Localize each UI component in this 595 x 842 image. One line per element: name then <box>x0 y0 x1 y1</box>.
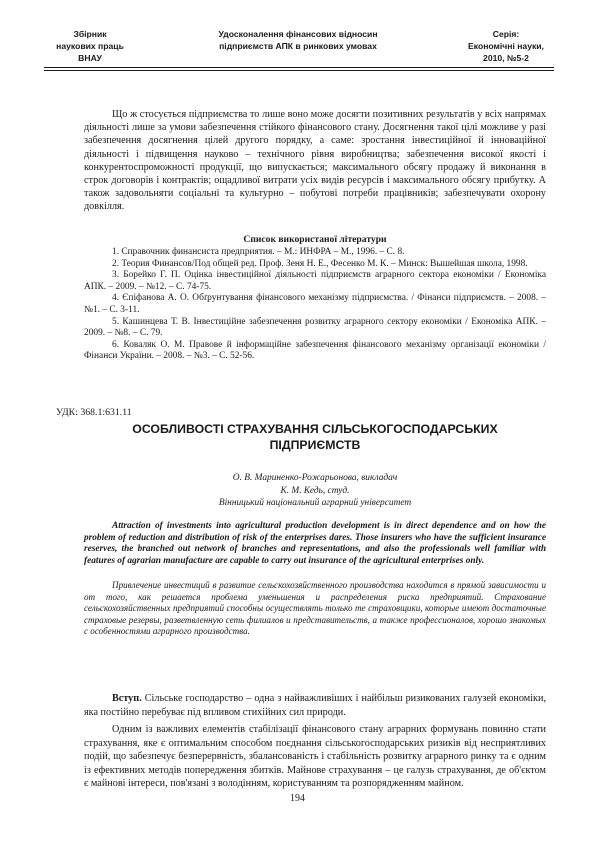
reference-item: 5. Кашинцева Т. В. Інвестиційне забезпечення розвитку аграрного сектору економіки / Економіка АПК. – 2009. – №8. – С. 79. <box>84 316 546 339</box>
intro-paragraph: Що ж стосується підприємства то лише воно може досягти позитивних результатів у всіх напрямах діяльності лише за умови забезпечення стійкого фінансового стану. Досягнення такої цілі можливе у разі забезпечення досягнення цілей другого порядку, а саме: зростання інвестиційної й інноваційної діяльності і підвищення науково – технічного рівня виробництва; забезпечення високої якості і конкурентоспроможності продукції, що випускається; максимального обсягу продажу й виконання в строк договорів і контрактів; ощадливої витрати усіх видів ресурсів і максимального обсягу прибутку. А також задовольняти соціальні та культурно – побутові потреби працівників; забезпечувати охорону довкілля. <box>84 109 546 213</box>
header-rule-thick <box>44 67 554 68</box>
reference-item: 6. Коваляк О. М. Правове й інформаційне забезпечення фінансового механізму організації економіки / Фінанси України. – 2008. – №3. – С. 52-56. <box>84 339 546 362</box>
reference-item: 1. Справочник финансиста предприятия. – М.: ИНФРА – М., 1996. – С. 8. <box>112 247 405 257</box>
references-title: Список використаної літератури <box>243 234 387 245</box>
affiliation: Вінницький національний аграрний університет <box>218 498 412 508</box>
abstract-english: Attraction of investments into agricultural production development is in direct dependence and on how the problem of reduction and distribution of risk of the enterprises dares. Those insurers who have the sufficient insurance reserves, the branched out network of branches and representations, and also the professionals well familiar with features of agrarian manufacture are capable to carry out insurance of the agricultural enterprises only. <box>84 521 546 567</box>
journal-name: Збірник наукових праць ВНАУ <box>56 29 124 63</box>
article-title: ОСОБЛИВОСТІ СТРАХУВАННЯ СІЛЬСЬКОГОСПОДАРСЬКИХ ПІДПРИЄМСТВ <box>132 422 498 452</box>
body-paragraph-2: Одним із важливих елементів стабілізації фінансового стану аграрних формувань повинно стати страхування, яке є оптимальним способом поєднання сільськогосподарських ризиків від несприятливих подій, що забезпечує безперервність, збалансованість і стабільність розвитку аграрного ринку та є одним із ефективних методів попередження збитків. Майнове страхування – це галузь страхування, де об'єктом є майнові інтереси, пов'язані з володінням, користуванням та розпорядженням майном. <box>84 724 546 789</box>
reference-item: 4. Єпіфанова А. О. Обґрунтування фінансового механізму підприємства. / Фінанси підприємств. – 2008. – №1. – С. 3-11. <box>84 293 546 315</box>
reference-item: 2. Теория Финансов/Под общей ред. Проф. Зеня Н. Е., Фесенко М. К. – Минск: Вышейшая школа, 1998. <box>112 258 528 269</box>
author-1: О. В. Мариненко-Рожарьонова, викладач <box>232 473 398 483</box>
article-body <box>84 692 546 795</box>
page-number: 194 <box>290 793 305 804</box>
references-list <box>84 247 546 363</box>
body-paragraph-1: Вступ. Сільське господарство – одна з найважливіших і найбільш ризикованих галузей економіки, яка постійно перебуває під впливом стихійних сил природи. <box>84 693 546 718</box>
author-2: К. М. Кедь, студ. <box>280 485 350 496</box>
journal-series: Серія: Економічні науки, 2010, №5-2 <box>468 29 544 63</box>
reference-item: 3. Борейко Г. П. Оцінка інвестиційної діяльності підприємств аграрного сектора економіки / Економіка АПК. – 2009. – №12. – С. 74-75. <box>84 270 546 292</box>
intro-section <box>84 108 546 214</box>
authors <box>84 472 546 510</box>
abstract-russian: Привлечение инвестиций в развитие сельскохозяйственного производства находится в прямой зависимости и от того, как решается проблема уменьшения и распределения риска предприятий. Страхование сельскохозяйственных предприятий способны осуществлять только те страховщики, которые имеют достаточные страховые резервы, разветвленную сеть филиалов и представительств, а также профессионалов, хорошо знакомых с особенностями аграрного производства. <box>84 580 546 637</box>
intro-label: Вступ. <box>112 693 142 704</box>
udk-code: УДК: 368.1:631.11 <box>56 407 132 418</box>
header-rule-thin <box>44 70 554 71</box>
journal-section-title: Удосконалення фінансових відносин підприємств АПК в ринкових умовах <box>218 29 378 51</box>
